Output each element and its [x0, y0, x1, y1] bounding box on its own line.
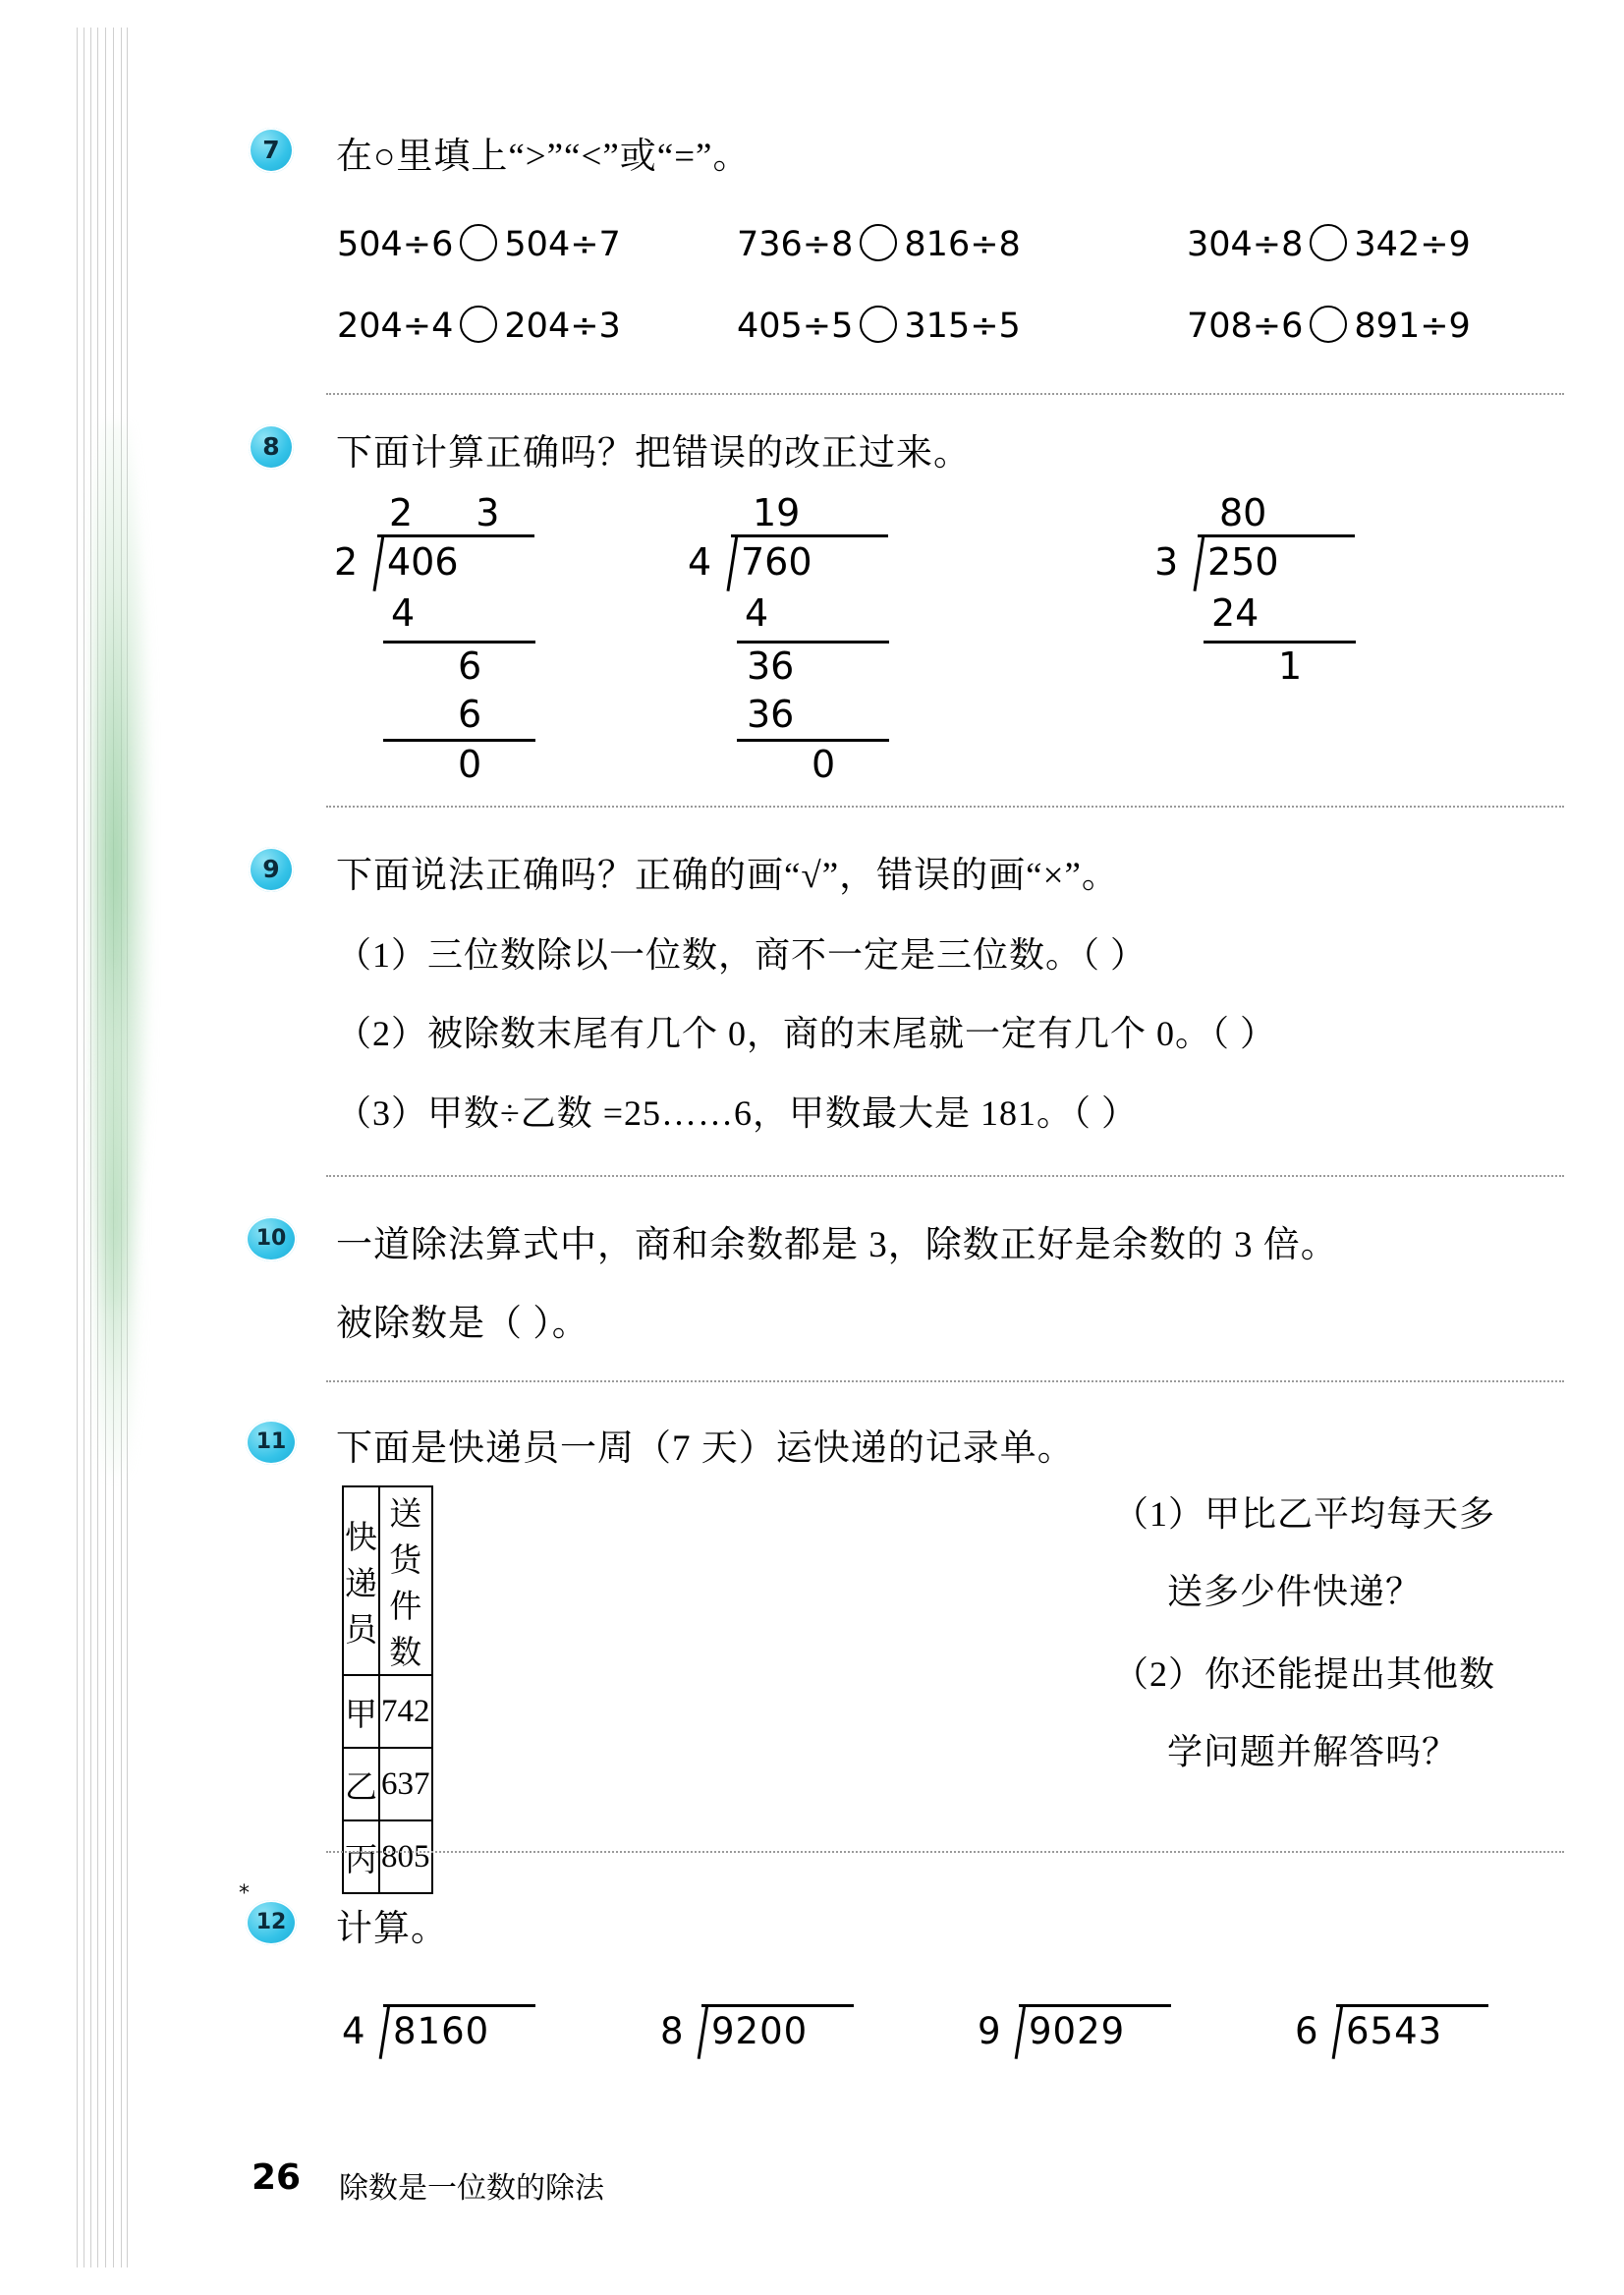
table-row [343, 1748, 432, 1820]
expr-left: 708÷6 [1187, 307, 1304, 346]
divisor: 4 [688, 540, 712, 584]
problem-7-item [1187, 306, 1471, 346]
step-value: 6 [458, 693, 482, 736]
remainder: 0 [812, 743, 836, 786]
divisor: 6 [1295, 2010, 1318, 2052]
division-bracket-stroke [1193, 534, 1204, 591]
problem-7-item [337, 224, 621, 264]
division-bracket-stroke [1015, 2004, 1026, 2059]
expr-right: 315÷5 [904, 307, 1021, 346]
division-bracket-stroke [1332, 2004, 1343, 2059]
problem-8-number: 8 [249, 424, 294, 470]
delivery-count: 637 [379, 1748, 432, 1820]
dividend: 6543 [1346, 2010, 1443, 2052]
answer-circle[interactable] [460, 306, 497, 343]
problem-7-item [737, 224, 1021, 264]
divisor: 8 [660, 2010, 684, 2052]
step-underline [383, 641, 535, 644]
quotient: 80 [1219, 491, 1267, 534]
expr-right: 504÷7 [504, 225, 621, 264]
problem-11-prompt: 下面是快递员一周（7 天）运快递的记录单。 [336, 1428, 1075, 1469]
step-value: 24 [1211, 591, 1260, 635]
divisor: 3 [1154, 540, 1179, 584]
division-bracket-stroke [698, 2004, 708, 2059]
step-underline [737, 739, 889, 742]
expr-right: 342÷9 [1354, 225, 1471, 264]
problem-8-prompt: 下面计算正确吗？把错误的改正过来。 [336, 433, 971, 474]
dividend: 250 [1207, 540, 1279, 584]
division-bracket-stroke [379, 2004, 390, 2059]
step-underline [737, 641, 889, 644]
division-bracket-stroke [372, 534, 384, 591]
problem-7-prompt: 在○里填上“>”“<”或“=”。 [336, 137, 751, 177]
division-overbar [1336, 2004, 1488, 2007]
delivery-count: 742 [379, 1675, 432, 1748]
problem-12-star-marker: * [239, 1881, 250, 1906]
problem-12-number: 12 [246, 1900, 297, 1945]
quotient: 19 [753, 491, 801, 534]
problem-11-question-2-line-1: （2）你还能提出其他数 [1113, 1654, 1496, 1694]
answer-circle[interactable] [860, 224, 897, 261]
division-overbar [1019, 2004, 1171, 2007]
problem-9-item-3: （3）甲数÷乙数 =25……6，甲数最大是 181。（ ） [336, 1093, 1139, 1133]
dividend: 9200 [711, 2010, 809, 2052]
expr-right: 816÷8 [904, 225, 1021, 264]
answer-circle[interactable] [1310, 224, 1347, 261]
problem-7-item [1187, 224, 1471, 264]
division-bracket-stroke [726, 534, 738, 591]
division-overbar [701, 2004, 854, 2007]
courier-name: 丙 [343, 1820, 379, 1893]
dividend: 760 [741, 540, 812, 584]
page-number: 26 [252, 2157, 302, 2198]
expr-right: 204÷3 [504, 307, 621, 346]
step-value: 4 [745, 591, 769, 635]
section-divider [326, 393, 1564, 395]
table-header-row [343, 1486, 432, 1675]
table-row [343, 1675, 432, 1748]
problem-10-line-2: 被除数是（ ）。 [336, 1304, 589, 1344]
section-divider [326, 1851, 1564, 1853]
courier-name: 甲 [343, 1675, 379, 1748]
remainder: 1 [1278, 644, 1303, 688]
divisor: 2 [334, 540, 359, 584]
delivery-count: 805 [379, 1820, 432, 1893]
problem-9-prompt: 下面说法正确吗？正确的画“√”，错误的画“×”。 [336, 856, 1119, 896]
quotient: 2 3 [389, 491, 526, 534]
problem-11-question-2-line-2: 学问题并解答吗？ [1167, 1732, 1459, 1771]
step-underline [1204, 641, 1356, 644]
expr-left: 736÷8 [737, 225, 854, 264]
problem-12-prompt: 计算。 [336, 1909, 448, 1949]
problem-10-number: 10 [246, 1216, 297, 1261]
step-value: 6 [458, 644, 482, 688]
problem-7-item [737, 306, 1021, 346]
answer-circle[interactable] [460, 224, 497, 261]
dividend: 9029 [1029, 2010, 1126, 2052]
division-overbar [377, 534, 534, 537]
section-divider [326, 1380, 1564, 1382]
step-value: 4 [391, 591, 416, 635]
long-division-1 [334, 491, 629, 786]
division-overbar [1198, 534, 1355, 537]
divisor: 4 [342, 2010, 365, 2052]
table-header-cell: 快递员 [343, 1486, 379, 1675]
courier-name: 乙 [343, 1748, 379, 1820]
section-divider [326, 806, 1564, 808]
answer-circle[interactable] [860, 306, 897, 343]
divisor: 9 [978, 2010, 1001, 2052]
remainder: 0 [458, 743, 482, 786]
step-underline [383, 739, 535, 742]
problem-7-number: 7 [249, 128, 294, 173]
division-overbar [731, 534, 888, 537]
problem-9-item-2: （2）被除数末尾有几个 0，商的末尾就一定有几个 0。（ ） [336, 1014, 1277, 1053]
problem-9-number: 9 [249, 847, 294, 892]
long-division-2 [688, 491, 982, 786]
dividend: 8160 [393, 2010, 490, 2052]
problem-11-question-1-line-2: 送多少件快递？ [1167, 1572, 1423, 1611]
answer-circle[interactable] [1310, 306, 1347, 343]
dividend: 406 [387, 540, 459, 584]
expr-left: 204÷4 [337, 307, 454, 346]
delivery-record-table [342, 1485, 433, 1894]
division-overbar [383, 2004, 535, 2007]
table-row [343, 1820, 432, 1893]
expr-left: 304÷8 [1187, 225, 1304, 264]
expr-left: 504÷6 [337, 225, 454, 264]
problem-9-item-1: （1）三位数除以一位数，商不一定是三位数。（ ） [336, 935, 1148, 975]
expr-left: 405÷5 [737, 307, 854, 346]
problem-7-item [337, 306, 621, 346]
section-divider [326, 1175, 1564, 1177]
step-value: 36 [747, 644, 795, 688]
problem-11-number: 11 [246, 1420, 297, 1465]
chapter-title: 除数是一位数的除法 [339, 2172, 604, 2205]
problem-11-question-1-line-1: （1）甲比乙平均每天多 [1113, 1494, 1496, 1534]
step-value: 36 [747, 693, 795, 736]
problem-10-line-1: 一道除法算式中，商和余数都是 3，除数正好是余数的 3 倍。 [336, 1225, 1338, 1265]
expr-right: 891÷9 [1354, 307, 1471, 346]
long-division-3 [1154, 491, 1449, 747]
table-header-cell: 送货件数 [379, 1486, 432, 1675]
